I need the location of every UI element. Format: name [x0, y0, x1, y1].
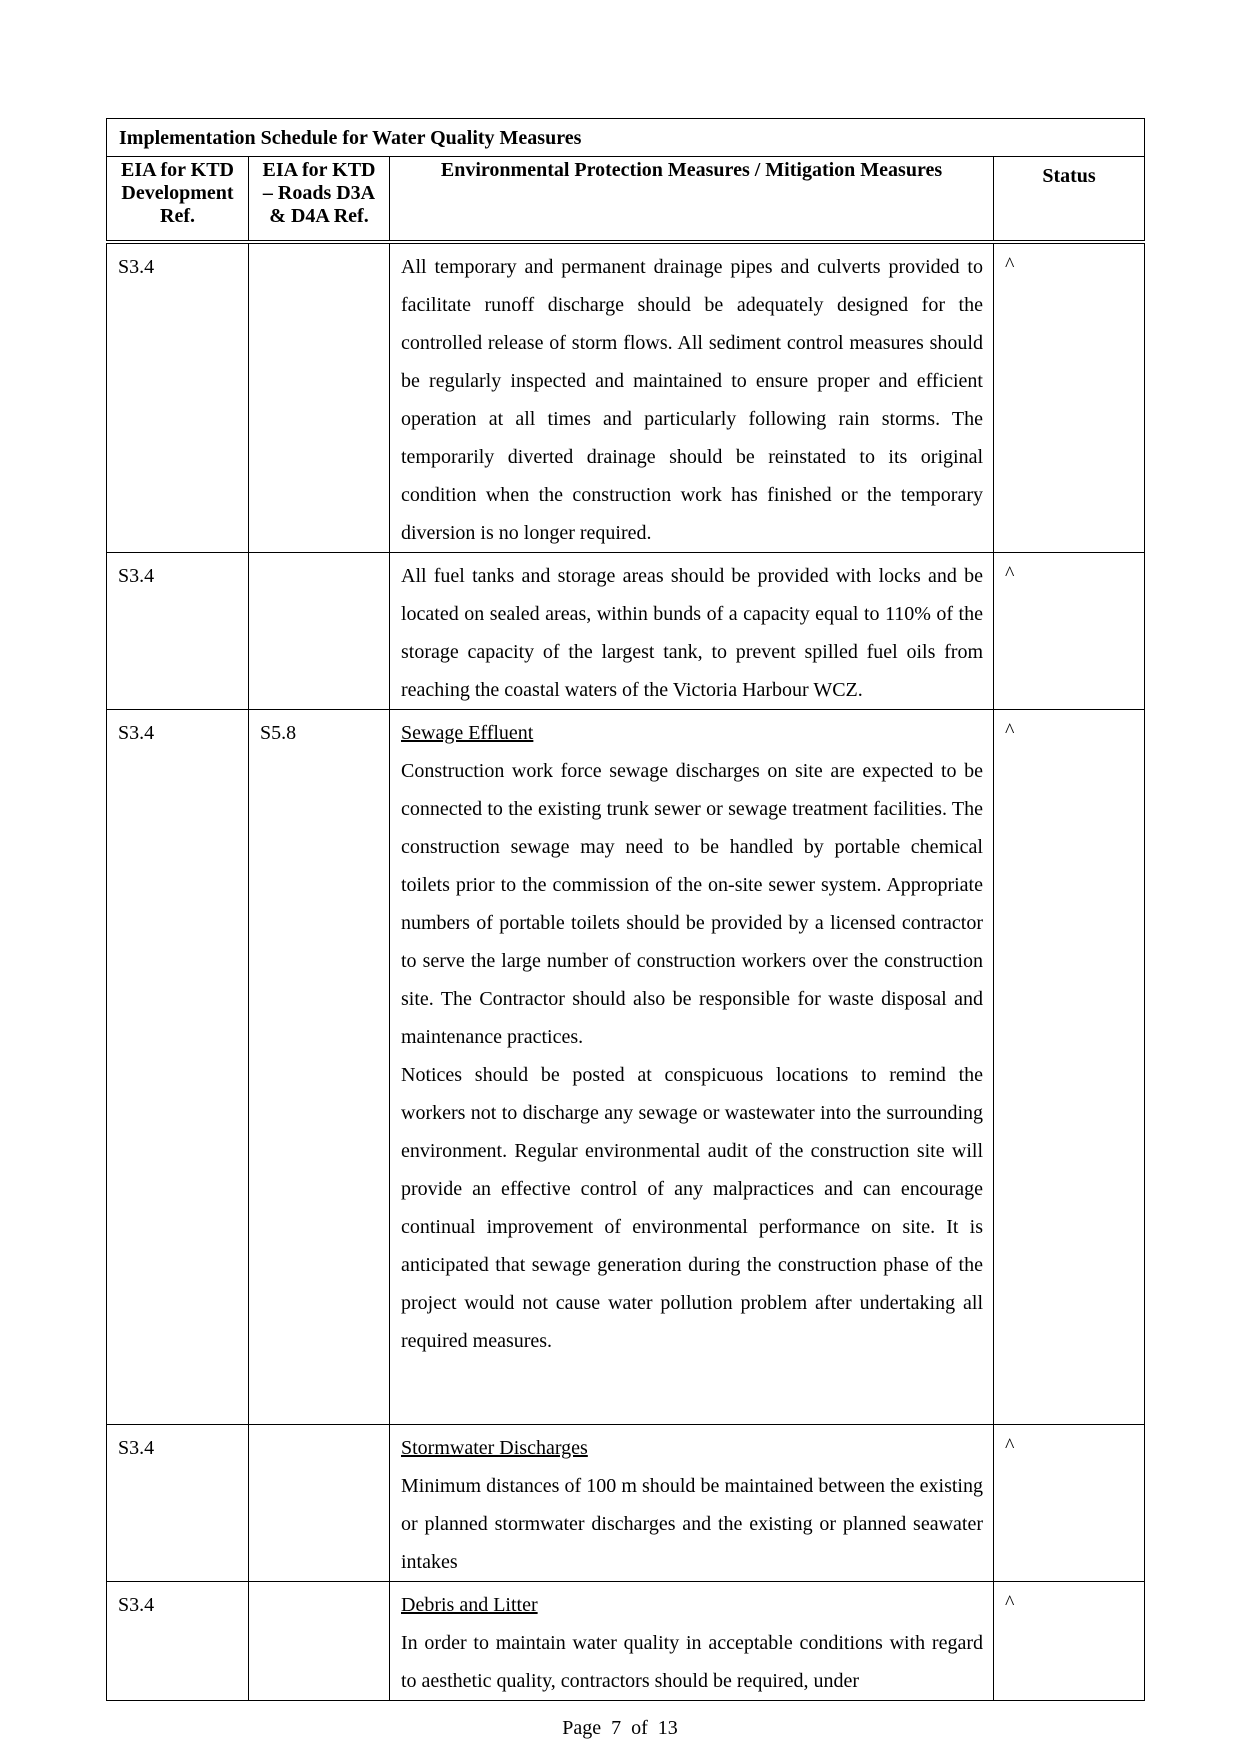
table-row: [107, 553, 1145, 710]
page-footer: [0, 1717, 1240, 1740]
development-ref: S3.4: [107, 710, 249, 1425]
table-title-row: [107, 119, 1145, 157]
header-status: Status: [994, 157, 1145, 243]
measure-text: Minimum distances of 100 m should be maintained between the existing or planned stormwater discharges and the existing or planned seawater intakes: [401, 1475, 983, 1573]
status-value: ^: [994, 710, 1145, 1425]
measure-text: All fuel tanks and storage areas should be provided with locks and be located on sealed areas, within bunds of a capacity equal to 110% of the storage capacity of the largest tank, to prevent spilled fuel oils from reaching the coastal waters of the Victoria Harbour WCZ.: [401, 565, 983, 701]
measure-cell: [390, 1582, 994, 1701]
status-value: ^: [994, 1582, 1145, 1701]
measure-subheading: Debris and Litter: [401, 1594, 538, 1616]
measure-subheading: Sewage Effluent: [401, 722, 534, 744]
status-value: ^: [994, 1425, 1145, 1582]
measure-text-continued: Notices should be posted at conspicuous locations to remind the workers not to discharge any sewage or wastewater into the surrounding environment. Regular environmental audit of the construction site will provide an effective control of any malpractices and can encourage continual improvement of environmental performance on site. It is anticipated that sewage generation during the construction phase of the project would not cause water pollution problem after undertaking all required measures.: [401, 1064, 983, 1352]
header-line: & D4A Ref.: [269, 205, 369, 227]
roads-ref: [249, 1425, 390, 1582]
header-eia-ktd-development-ref: [107, 157, 249, 243]
roads-ref: [249, 242, 390, 553]
measure-cell: [390, 242, 994, 553]
header-line: EIA for KTD: [121, 159, 234, 181]
header-line: Ref.: [160, 205, 195, 227]
page-total: 13: [657, 1717, 678, 1739]
page-number: 7: [611, 1717, 622, 1739]
measure-text: Construction work force sewage discharges on site are expected to be connected to the existing trunk sewer or sewage treatment facilities. The construction sewage may need to be handled by portable chemical toilets prior to the commission of the on-site sewer system. Appropriate numbers of portable toilets should be provided by a licensed contractor to serve the large number of construction workers over the construction site. The Contractor should also be responsible for waste disposal and maintenance practices.: [401, 760, 983, 1048]
page-of-label: of: [631, 1717, 648, 1739]
header-line: EIA for KTD: [262, 159, 376, 181]
status-value: ^: [994, 553, 1145, 710]
status-value: ^: [994, 242, 1145, 553]
measure-cell: [390, 553, 994, 710]
roads-ref: S5.8: [249, 710, 390, 1425]
table-row: [107, 710, 1145, 1425]
header-line: – Roads D3A: [262, 182, 376, 204]
measure-text: In order to maintain water quality in acceptable conditions with regard to aesthetic quality, contractors should be required, under: [401, 1632, 983, 1692]
measure-text: All temporary and permanent drainage pipes and culverts provided to facilitate runoff discharge should be adequately designed for the controlled release of storm flows. All sediment control measures should be regularly inspected and maintained to ensure proper and efficient operation at all times and particularly following rain storms. The temporarily diverted drainage should be reinstated to its original condition when the construction work has finished or the temporary diversion is no longer required.: [401, 256, 983, 544]
page-label: Page: [562, 1717, 602, 1739]
development-ref: S3.4: [107, 1425, 249, 1582]
development-ref: S3.4: [107, 242, 249, 553]
table-row: [107, 1582, 1145, 1701]
table-row: [107, 242, 1145, 553]
roads-ref: [249, 553, 390, 710]
measure-subheading: Stormwater Discharges: [401, 1437, 588, 1459]
header-eia-ktd-roads-ref: [249, 157, 390, 243]
table-row: [107, 1425, 1145, 1582]
development-ref: S3.4: [107, 553, 249, 710]
measure-cell: [390, 710, 994, 1425]
header-line: Development: [121, 182, 234, 204]
header-measures: Environmental Protection Measures / Mitigation Measures: [390, 157, 994, 243]
table-header-row: [107, 157, 1145, 243]
implementation-schedule-table: [106, 118, 1145, 1701]
measure-cell: [390, 1425, 994, 1582]
development-ref: S3.4: [107, 1582, 249, 1701]
table-title: Implementation Schedule for Water Quality Measures: [107, 119, 1145, 157]
roads-ref: [249, 1582, 390, 1701]
